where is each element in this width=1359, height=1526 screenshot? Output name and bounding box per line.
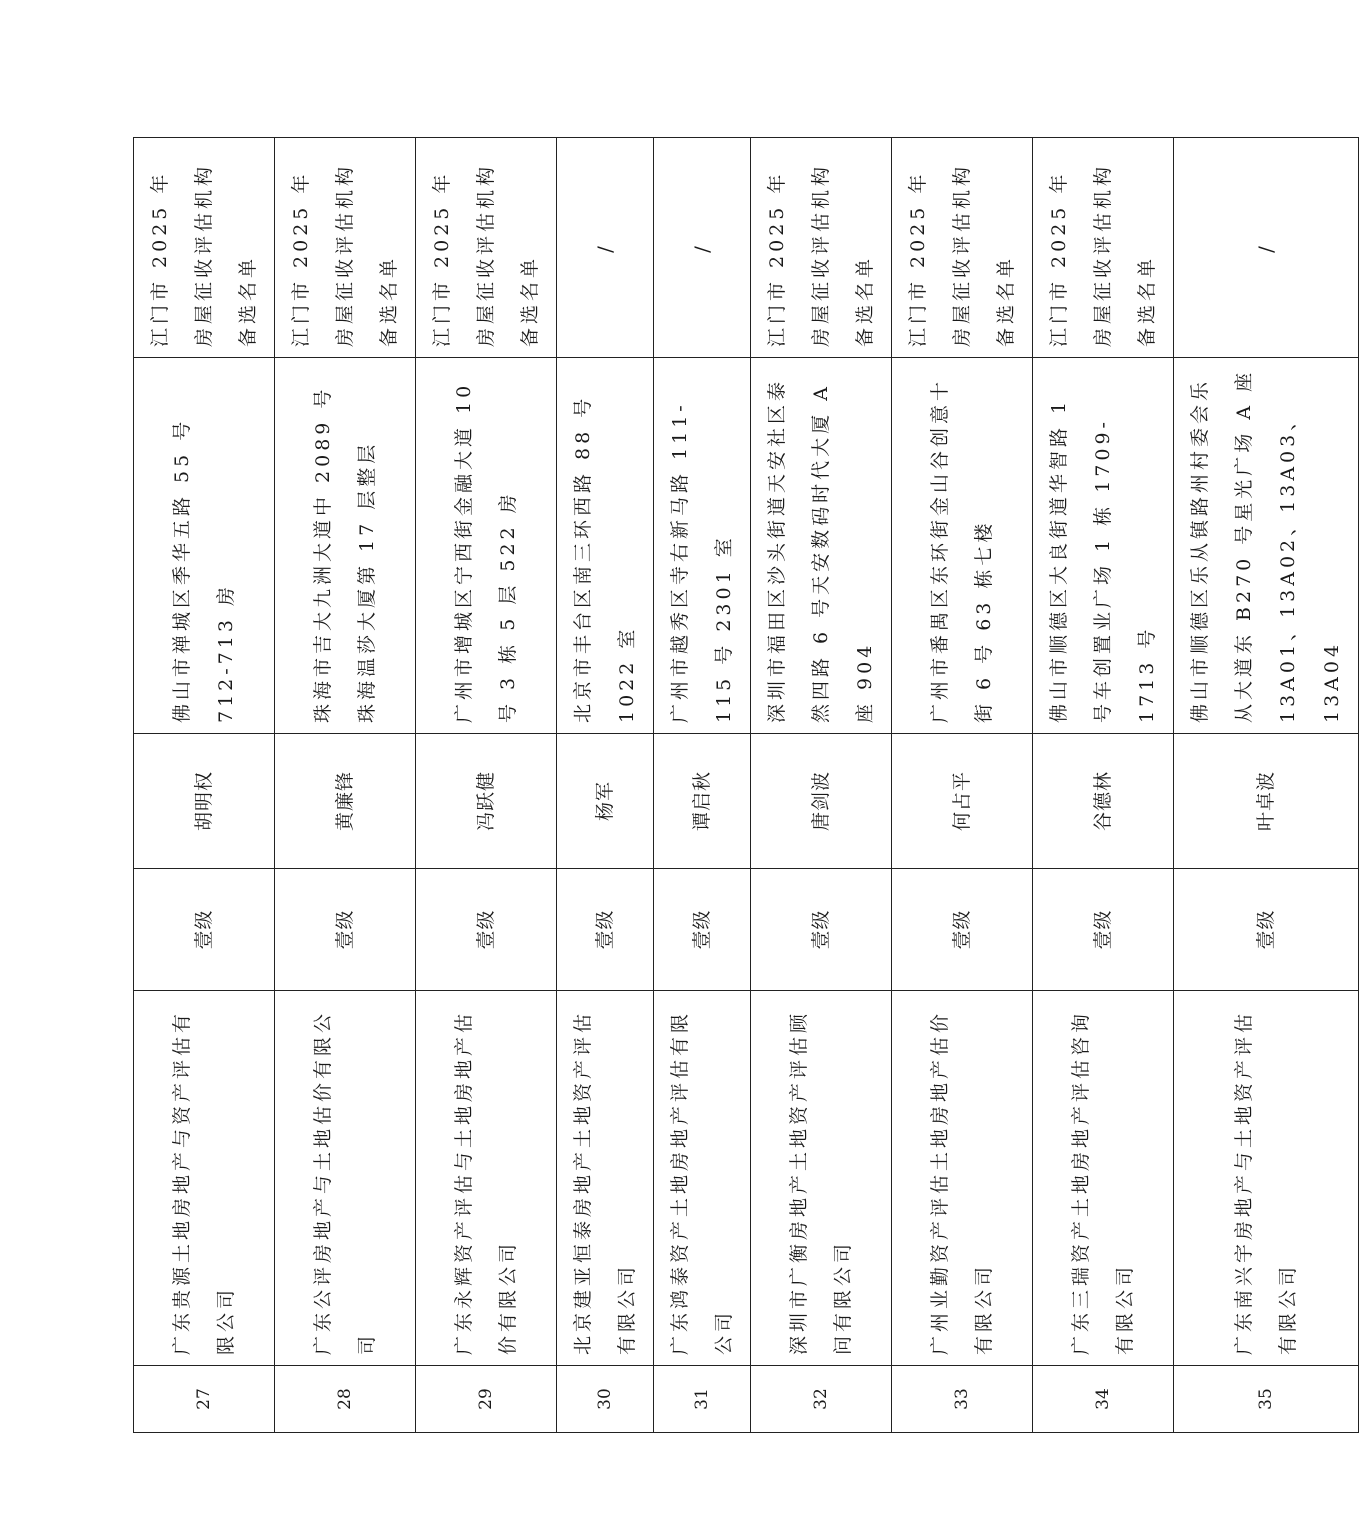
table-row (892, 138, 1033, 1433)
cell-level: 壹级 (1033, 869, 1174, 991)
cell-number: 29 (416, 1366, 557, 1433)
cell-address: 广州市增城区宁西街金融大道 10 号 3 栋 5 层 522 房 (416, 358, 557, 734)
cell-level: 壹级 (654, 869, 751, 991)
cell-address: 广州市越秀区寺右新马路 111-115 号 2301 室 (654, 358, 751, 734)
cell-address: 佛山市顺德区大良街道华智路 1 号车创置业广场 1 栋 1709-1713 号 (1033, 358, 1174, 734)
cell-company: 广东南兴宇房地产与土地资产评估有限公司 (1174, 991, 1359, 1366)
cell-person: 胡明权 (134, 734, 275, 869)
appraisal-agency-table (133, 137, 1359, 1433)
cell-address: 珠海市吉大九洲大道中 2089 号珠海温莎大厦第 17 层整层 (275, 358, 416, 734)
cell-level: 壹级 (416, 869, 557, 991)
table-row (654, 138, 751, 1433)
cell-person: 叶卓波 (1174, 734, 1359, 869)
cell-level: 壹级 (1174, 869, 1359, 991)
cell-remark: 江门市 2025 年房屋征收评估机构备选名单 (751, 138, 892, 358)
cell-number: 33 (892, 1366, 1033, 1433)
cell-remark: / (557, 138, 654, 358)
cell-remark: 江门市 2025 年房屋征收评估机构备选名单 (134, 138, 275, 358)
cell-remark: 江门市 2025 年房屋征收评估机构备选名单 (416, 138, 557, 358)
cell-number: 27 (134, 1366, 275, 1433)
cell-company: 广东永辉资产评估与土地房地产估价有限公司 (416, 991, 557, 1366)
cell-number: 31 (654, 1366, 751, 1433)
table-row (134, 138, 275, 1433)
cell-address: 佛山市顺德区乐从镇路州村委会乐从大道东 B270 号星光广场 A 座 13A01、13A02、13A03、13A04 (1174, 358, 1359, 734)
cell-address: 深圳市福田区沙头街道天安社区泰然四路 6 号天安数码时代大厦 A 座 904 (751, 358, 892, 734)
cell-level: 壹级 (134, 869, 275, 991)
cell-person: 冯跃健 (416, 734, 557, 869)
cell-number: 32 (751, 1366, 892, 1433)
cell-number: 35 (1174, 1366, 1359, 1433)
cell-person: 黄廉锋 (275, 734, 416, 869)
cell-company: 广东三瑞资产土地房地产评估咨询有限公司 (1033, 991, 1174, 1366)
cell-company: 深圳市广衡房地产土地资产评估顾问有限公司 (751, 991, 892, 1366)
cell-remark: / (1174, 138, 1359, 358)
cell-number: 34 (1033, 1366, 1174, 1433)
cell-person: 杨军 (557, 734, 654, 869)
cell-number: 28 (275, 1366, 416, 1433)
cell-remark: / (654, 138, 751, 358)
cell-level: 壹级 (275, 869, 416, 991)
cell-address: 北京市丰台区南三环西路 88 号 1022 室 (557, 358, 654, 734)
cell-level: 壹级 (557, 869, 654, 991)
cell-person: 何占平 (892, 734, 1033, 869)
table-row (416, 138, 557, 1433)
cell-company: 北京建亚恒泰房地产土地资产评估有限公司 (557, 991, 654, 1366)
cell-address: 广州市番禺区东环街金山谷创意十街 6 号 63 栋七楼 (892, 358, 1033, 734)
cell-remark: 江门市 2025 年房屋征收评估机构备选名单 (275, 138, 416, 358)
cell-company: 广东贵源土地房地产与资产评估有限公司 (134, 991, 275, 1366)
table-body (134, 138, 1359, 1433)
table-row (275, 138, 416, 1433)
cell-address: 佛山市禅城区季华五路 55 号 712-713 房 (134, 358, 275, 734)
cell-level: 壹级 (751, 869, 892, 991)
cell-person: 唐剑波 (751, 734, 892, 869)
table-row (1033, 138, 1174, 1433)
cell-level: 壹级 (892, 869, 1033, 991)
cell-company: 广东鸿泰资产土地房地产评估有限公司 (654, 991, 751, 1366)
cell-remark: 江门市 2025 年房屋征收评估机构备选名单 (892, 138, 1033, 358)
table-row (557, 138, 654, 1433)
cell-company: 广州业勤资产评估土地房地产估价有限公司 (892, 991, 1033, 1366)
cell-person: 谷德林 (1033, 734, 1174, 869)
cell-remark: 江门市 2025 年房屋征收评估机构备选名单 (1033, 138, 1174, 358)
cell-person: 谭启秋 (654, 734, 751, 869)
table-row (751, 138, 892, 1433)
cell-number: 30 (557, 1366, 654, 1433)
table-row (1174, 138, 1359, 1433)
cell-company: 广东公评房地产与土地估价有限公司 (275, 991, 416, 1366)
